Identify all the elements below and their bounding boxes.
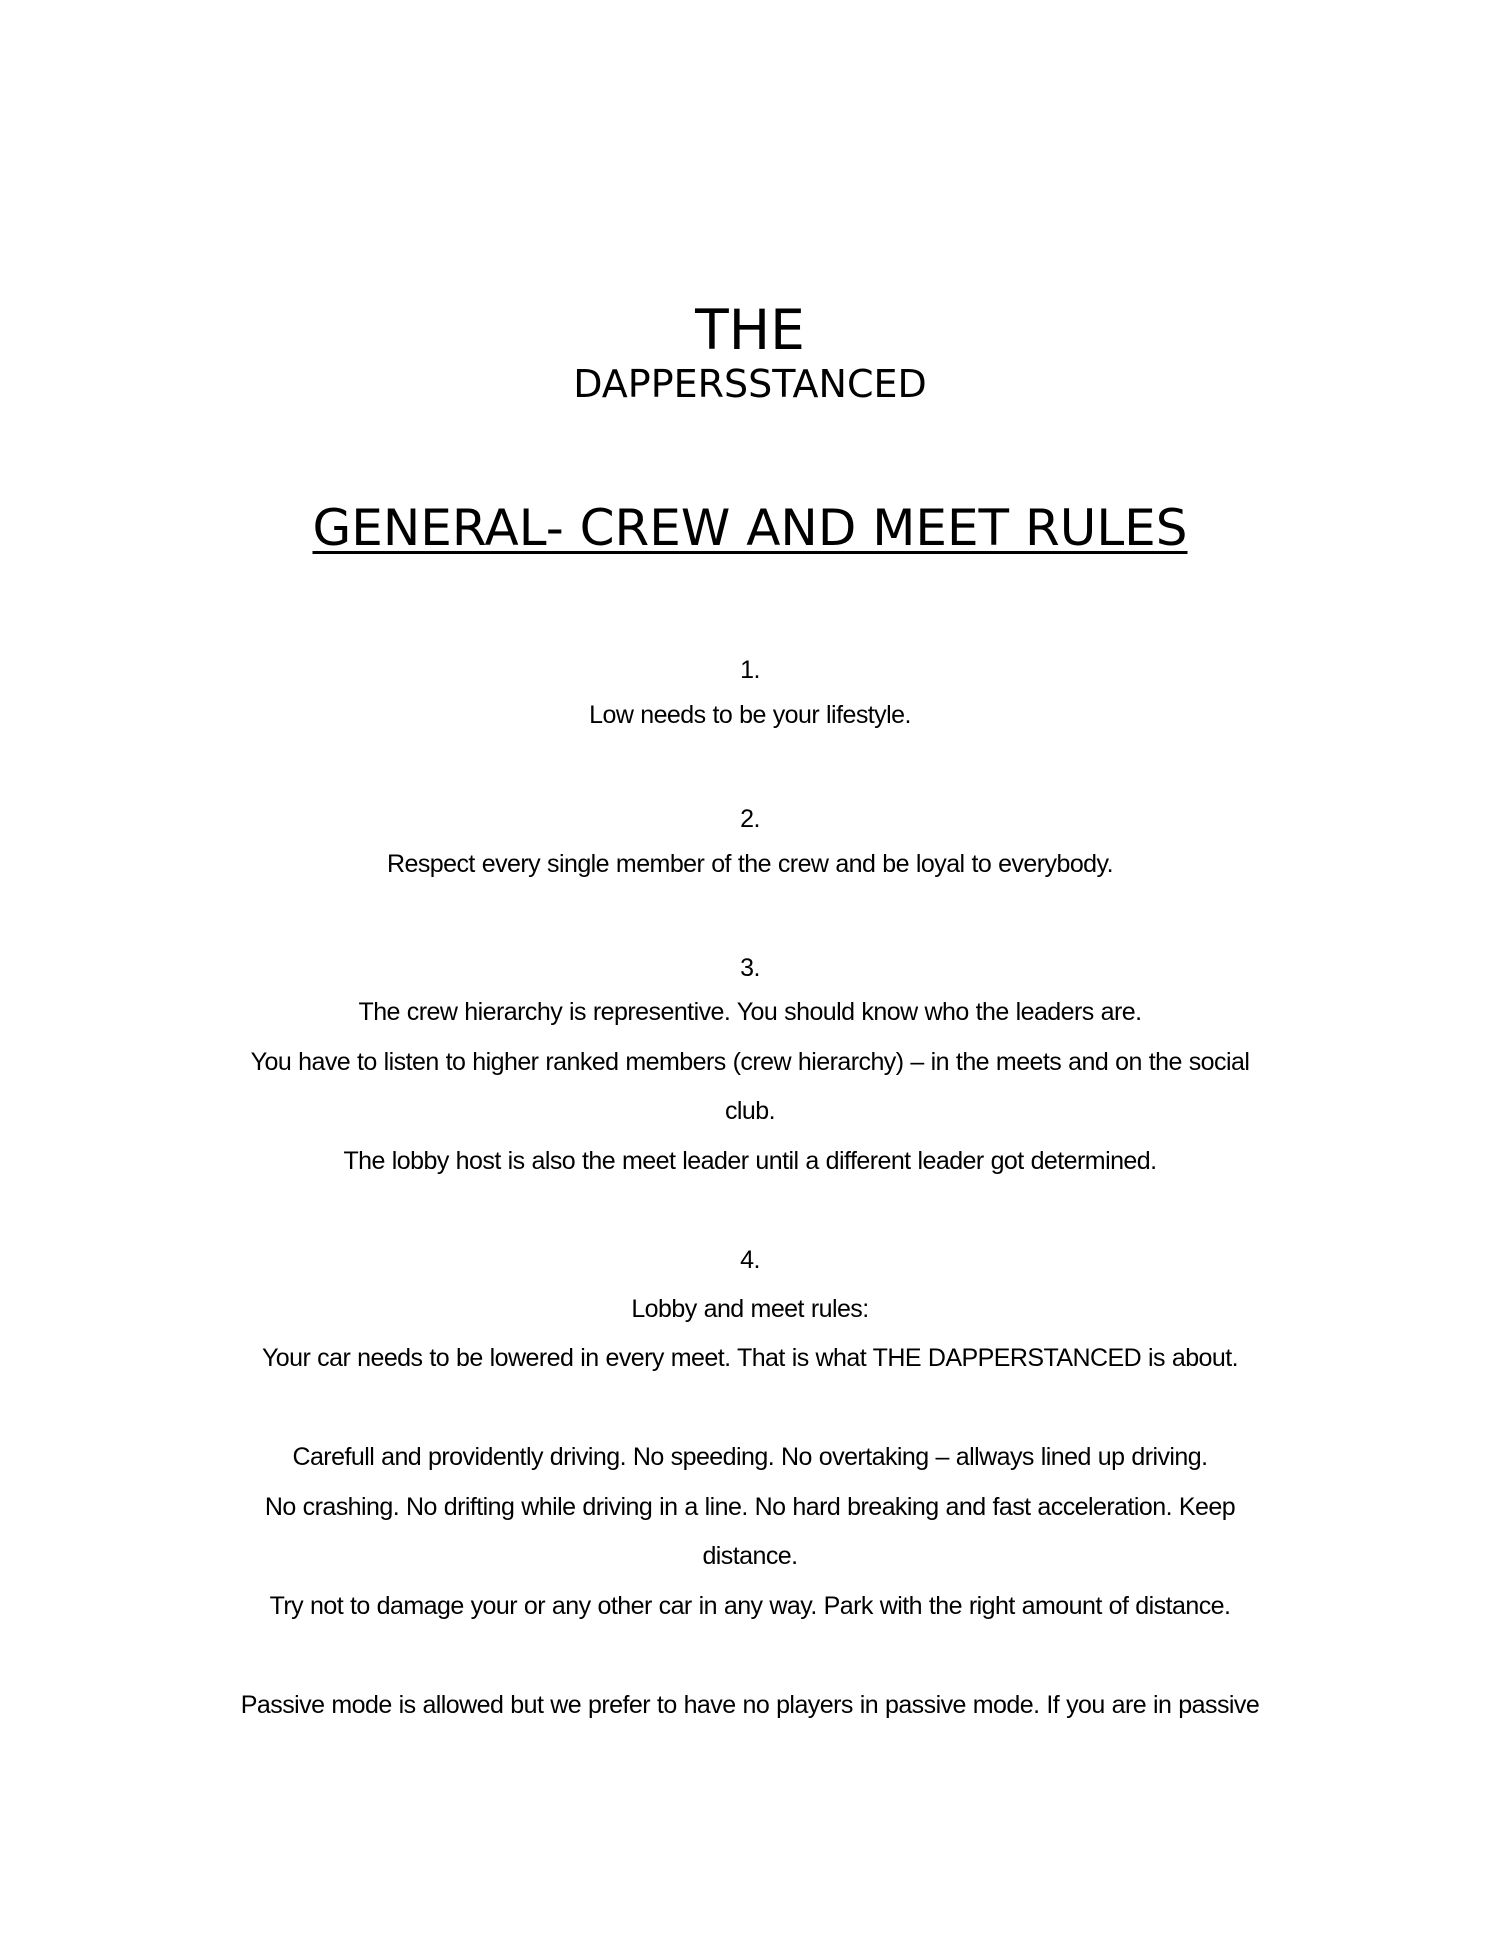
rule-4-line-4: Carefull and providently driving. No speeding. No overtaking – allways lined up driving.	[292, 1443, 1208, 1471]
rule-4-line-5: No crashing. No drifting while driving in a line. No hard breaking and fast acceleration. Keep	[264, 1493, 1236, 1521]
rule-3-line-1: The crew hierarchy is representive. You should know who the leaders are.	[358, 998, 1142, 1026]
rule-4-line-6: distance.	[702, 1542, 798, 1570]
title-line-crew-name: DAPPERSSTANCED	[573, 362, 927, 406]
rule-4-line-1: Lobby and meet rules:	[631, 1295, 869, 1323]
section-heading-text: GENERAL- CREW AND MEET RULES	[312, 499, 1188, 557]
rule-4-line-7: Try not to damage your or any other car in any way. Park with the right amount of distance.	[269, 1592, 1231, 1620]
rule-4-line-2: Your car needs to be lowered in every meet. That is what THE DAPPERSTANCED is about.	[261, 1344, 1239, 1372]
rule-3-line-3: club.	[724, 1097, 776, 1125]
title-line-the: THE	[695, 298, 805, 362]
rule-2-number: 2.	[740, 805, 760, 833]
rule-2-text: Respect every single member of the crew and be loyal to everybody.	[386, 850, 1114, 878]
rule-3-line-2: You have to listen to higher ranked members (crew hierarchy) – in the meets and on the social	[250, 1048, 1250, 1076]
rule-1-number: 1.	[740, 656, 760, 684]
rule-4-number: 4.	[740, 1246, 760, 1274]
rule-3-number: 3.	[740, 954, 760, 982]
rule-1-text: Low needs to be your lifestyle.	[589, 701, 911, 729]
rule-4-line-9: Passive mode is allowed but we prefer to have no players in passive mode. If you are in passive	[240, 1691, 1260, 1719]
section-heading	[0, 500, 1500, 556]
rule-3-line-4: The lobby host is also the meet leader until a different leader got determined.	[343, 1147, 1157, 1175]
